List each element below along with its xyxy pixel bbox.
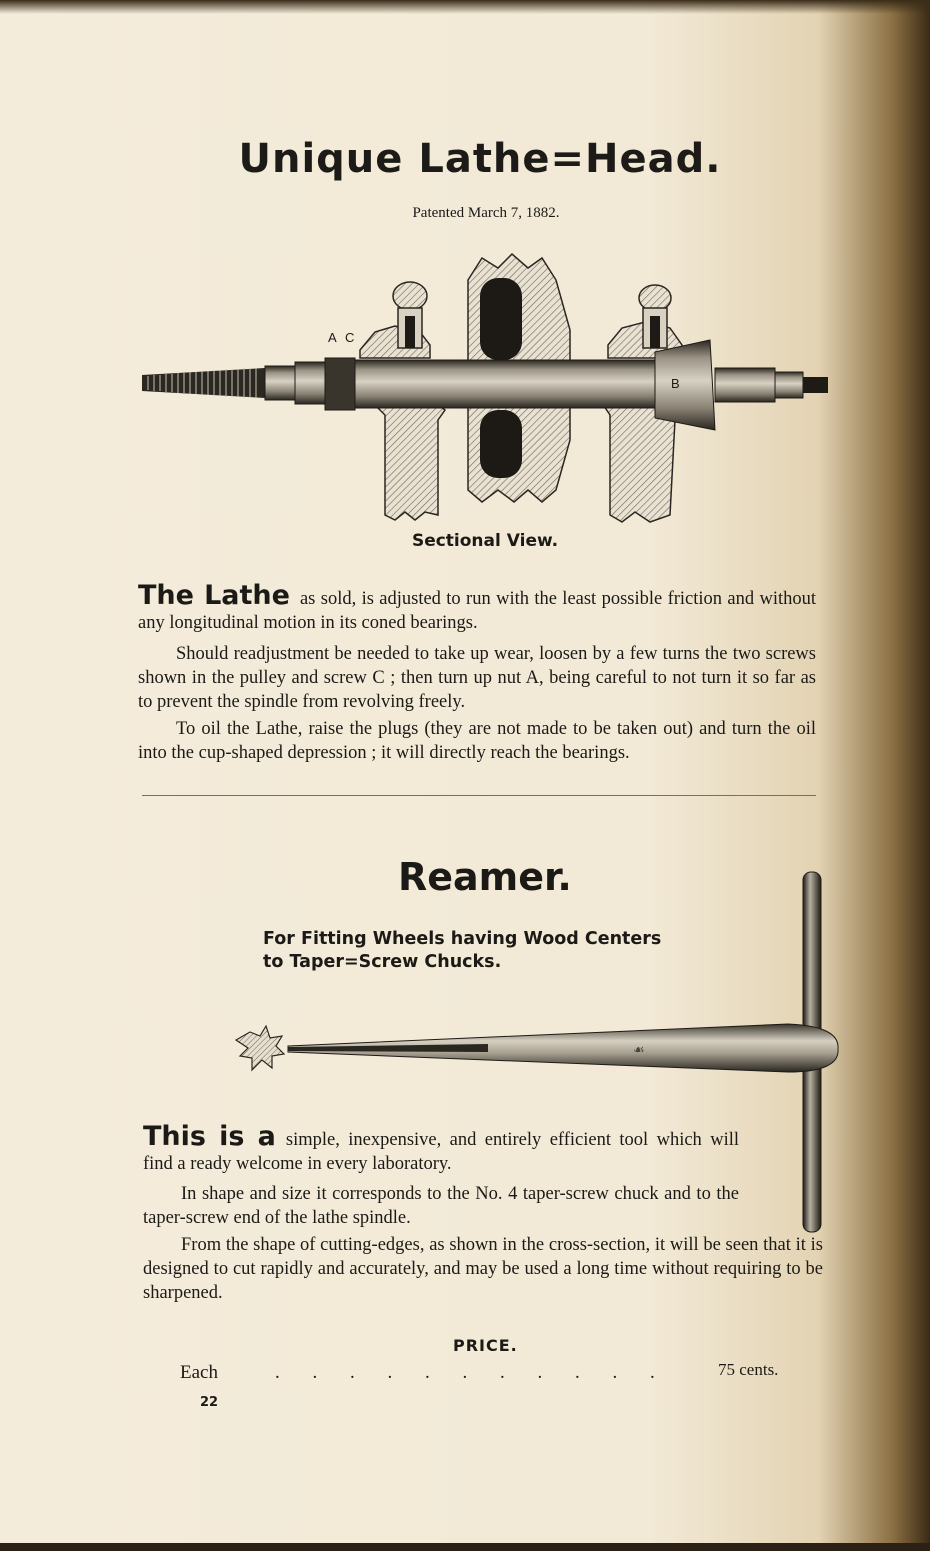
lathe-paragraph-1-text: as sold, is adjusted to run with the least possible friction and without any longitudinal motion in its coned bearings. <box>138 589 816 633</box>
reamer-title: Reamer. <box>398 855 572 899</box>
lathe-head-sectional-figure <box>130 240 840 530</box>
reamer-subtitle-line-1: For Fitting Wheels having Wood Centers <box>263 929 662 949</box>
figure-caption: Sectional View. <box>411 531 559 551</box>
threaded-spindle-nose <box>142 368 265 398</box>
price-item-label: Each <box>180 1362 218 1383</box>
lathe-lead-word: The Lathe <box>138 580 290 611</box>
reamer-paragraph-1 <box>143 1121 740 1176</box>
reamer-figure <box>228 866 844 1236</box>
lathe-paragraph-3: To oil the Lathe, raise the plugs (they are not made to be taken out) and turn the oil into the cup-shaped depression ; it will directly reach the bearings. <box>138 719 816 763</box>
patent-date: Patented March 7, 1882. <box>412 205 560 221</box>
figure-label-c: C <box>345 330 355 345</box>
reamer-paragraph-1-text: simple, inexpensive, and entirely efficient tool which will find a ready welcome in every laboratory. <box>143 1130 740 1174</box>
figure-label-a: A <box>328 330 337 345</box>
reamer-subtitle-line-2: to Taper=Screw Chucks. <box>263 952 502 972</box>
section-divider <box>142 795 816 796</box>
lathe-paragraph-1 <box>138 580 816 635</box>
page-number: 22 <box>200 1395 219 1410</box>
top-edge-shadow <box>0 0 930 14</box>
bottom-edge-shadow <box>0 1543 930 1551</box>
price-value: 75 cents. <box>718 1360 779 1379</box>
reamer-cross-section <box>236 1026 284 1070</box>
lathe-head-title: Unique Lathe=Head. <box>238 136 722 182</box>
reamer-paragraph-3: From the shape of cutting-edges, as shown in the cross-section, it will be seen that it is designed to cut rapidly and accurately, and may be used a long time without requiring to be sharpened. <box>143 1235 823 1303</box>
reamer-paragraph-2: In shape and size it corresponds to the No. 4 taper-screw chuck and to the taper-screw end of the lathe spindle. <box>143 1184 739 1228</box>
lathe-paragraph-2: Should readjustment be needed to take up wear, loosen by a few turns the two screws shown in the pulley and screw C ; then turn up nut A, being careful to not turn it so far as to prevent the spindle from revolving freely. <box>138 644 816 712</box>
figure-label-b: B <box>671 376 680 391</box>
price-leader-dots: . . . . . . . . . . . <box>275 1362 669 1383</box>
reamer-lead-word: This is a <box>143 1121 276 1152</box>
price-heading: PRICE. <box>453 1336 518 1355</box>
maker-mark-icon: ☙ <box>633 1043 645 1058</box>
